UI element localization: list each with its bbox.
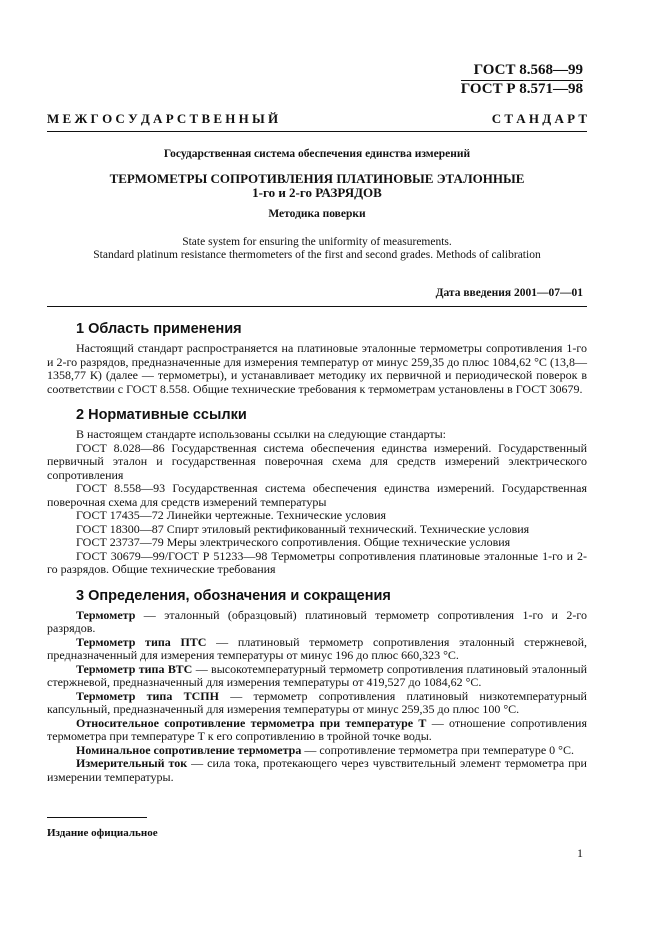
definition-thermometer: [47, 609, 587, 636]
definition-text: — эталонный (образцовый) платиновый термометр сопротивления 1-го и 2-го разрядов.: [47, 607, 587, 635]
definition-tspn: [47, 690, 587, 717]
section-2-ref-1: ГОСТ 8.028—86 Государственная система обеспечения единства измерений. Государственный первичный эталон и государственная поверочная схема для средств измерений электрического сопротивления: [47, 440, 587, 482]
english-title-line-2: Standard platinum resistance thermometers of the first and second grades. Methods of calibration: [93, 249, 541, 261]
page-number: 1: [577, 846, 583, 860]
english-title-line-1: State system for ensuring the uniformity of measurements.: [182, 236, 452, 248]
section-2-ref-4: ГОСТ 18300—87 Спирт этиловый ректификованный технический. Технические условия: [76, 521, 530, 536]
definition-text: — отношение сопротивления термометра при температуре T к его сопротивлению в тройной точке воды.: [47, 715, 587, 743]
definition-term: Термометр типа ТСПН: [76, 688, 219, 703]
definition-text: — платиновый термометр сопротивления эталонный стержневой, предназначенный для измерения температуры от минус 196 до плюс 660,323 °С.: [47, 634, 587, 662]
definition-text: — сила тока, протекающего через чувствительный элемент термометра при измерении температуры.: [47, 756, 587, 784]
definition-term: Номинальное сопротивление термометра: [76, 742, 302, 757]
definition-term: Термометр типа ПТС: [76, 634, 207, 649]
definition-nominal-resistance: [47, 744, 587, 758]
section-1-heading: 1 Область применения: [76, 321, 242, 337]
section-2-ref-6: ГОСТ 30679—99/ГОСТ Р 51233—98 Термометры сопротивления платиновые эталонные 1-го и 2-го разрядов. Общие технические требования: [47, 548, 587, 576]
definition-text: — сопротивление термометра при температуре 0 °С.: [301, 742, 574, 757]
english-title: [47, 236, 587, 262]
definition-vts: [47, 663, 587, 690]
document-body: [47, 316, 587, 784]
banner-word-standard: С Т А Н Д А Р Т: [491, 111, 587, 126]
section-2-ref-3: ГОСТ 17435—72 Линейки чертежные. Технические условия: [76, 508, 387, 522]
date-divider: [47, 306, 587, 307]
title-line-2: 1-го и 2-го РАЗРЯДОВ: [252, 185, 382, 200]
section-2-ref-2: ГОСТ 8.558—93 Государственная система обеспечения единства измерений. Государственная поверочная схема для средств измерений температуры: [47, 481, 587, 509]
document-title: [47, 172, 587, 200]
definition-text: — термометр сопротивления платиновый низкотемпературный капсульный, предназначенный для измерения температуры от минус 259,35 до плюс 100 °С.: [47, 688, 587, 716]
banner-word-interstate: М Е Ж Г О С У Д А Р С Т В Е Н Н Ы Й: [47, 111, 279, 126]
section-2-ref-5: ГОСТ 23737—79 Меры электрического сопротивления. Общие технические условия: [76, 535, 511, 549]
top-divider: [47, 131, 587, 132]
introduction-date: Дата введения 2001—07—01: [435, 287, 583, 299]
definition-term: Относительное сопротивление термометра при температуре T: [76, 715, 427, 730]
definition-measuring-current: [47, 757, 587, 784]
definition-text: — высокотемпературный термометр сопротивления платиновый эталонный стержневой, предназначенный для измерения температуры от 419,527 до 1084,62 °С.: [47, 661, 587, 689]
definition-term: Измерительный ток: [76, 756, 188, 770]
section-3-heading: 3 Определения, обозначения и сокращения: [76, 587, 391, 604]
definition-term: Термометр типа ВТС: [76, 661, 193, 676]
gost-code-1: ГОСТ 8.568—99: [461, 62, 583, 81]
section-2-heading: 2 Нормативные ссылки: [76, 407, 247, 423]
section-1-paragraph: Настоящий стандарт распространяется на платиновые эталонные термометры сопротивления 1-го и 2-го разрядов, предназначенные для измерения температур от минус 259,35 до плюс 1084,62 °С (13,8—1358,77 К) (далее — термометры), и устанавливает методику их первичной и периодической поверок в соответствии с ГОСТ 8.558. Общие технические требования к термометрам установлены в ГОСТ 30679.: [47, 341, 587, 396]
gost-codes: [461, 62, 583, 98]
footer-divider: [47, 817, 147, 818]
system-title: Государственная система обеспечения единства измерений: [163, 148, 471, 160]
gost-code-2: ГОСТ Р 8.571—98: [460, 81, 583, 97]
interstate-standard-banner: [47, 111, 587, 127]
definition-term: Термометр: [76, 607, 136, 622]
section-2-paragraph-1: В настоящем стандарте использованы ссылки на следующие стандарты:: [76, 427, 447, 441]
title-line-1: ТЕРМОМЕТРЫ СОПРОТИВЛЕНИЯ ПЛАТИНОВЫЕ ЭТАЛОННЫЕ: [109, 171, 525, 186]
definition-relative-resistance: [47, 717, 587, 744]
definition-pts: [47, 636, 587, 663]
method-subtitle: Методика поверки: [268, 208, 366, 220]
official-edition-label: Издание официальное: [47, 827, 158, 839]
